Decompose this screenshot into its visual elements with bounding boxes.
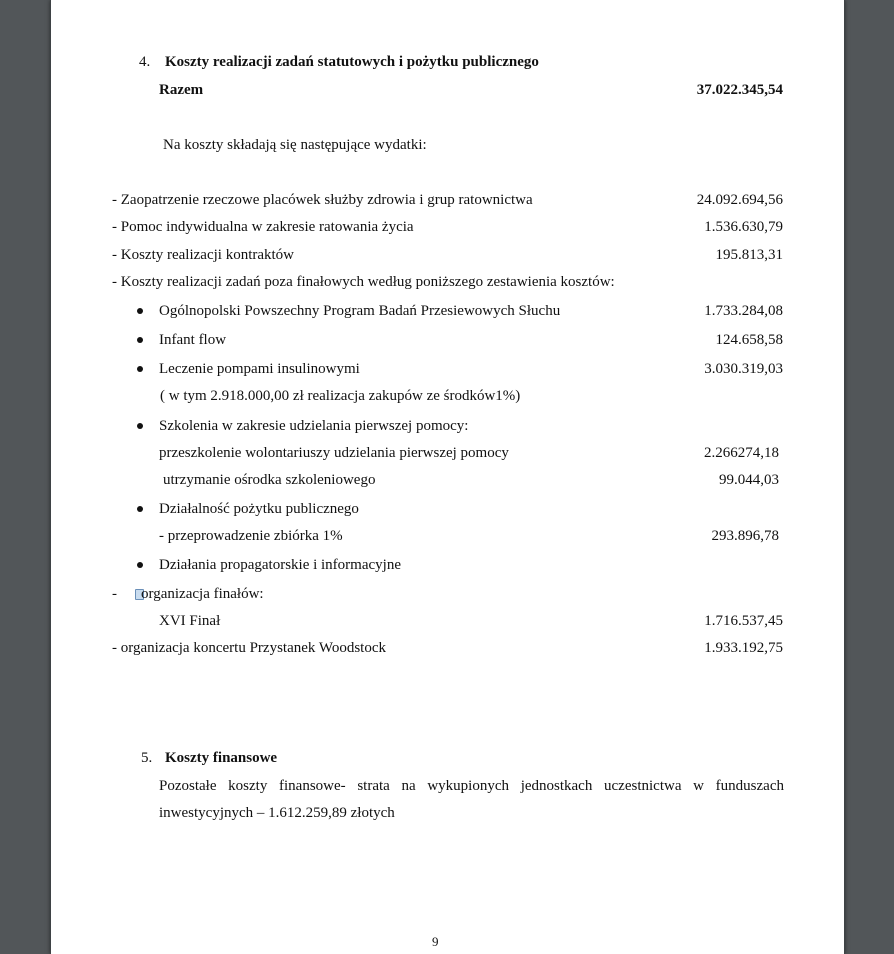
bullet-item-label: Działalność pożytku publicznego: [159, 501, 359, 517]
section-4-title: Koszty realizacji zadań statutowych i pożytku publicznego: [165, 54, 539, 70]
bullet-item-label: Ogólnopolski Powszechny Program Badań Przesiewowych Słuchu: [159, 303, 561, 319]
bullet-item-value: 3.030.319,03: [704, 361, 783, 377]
bullet-item-label: Szkolenia w zakresie udzielania pierwszej pomocy:: [159, 418, 469, 434]
document-page: [50, 0, 845, 954]
section-5-paragraph-line: Pozostałe koszty finansowe- strata na wykupionych jednostkach uczestnictwa w funduszach: [159, 778, 784, 794]
section-5-number: 5.: [141, 750, 153, 766]
sub-item-value: 99.044,03: [719, 472, 779, 488]
finals-sub-value: 1.716.537,45: [704, 613, 783, 629]
expense-item-value: 1.536.630,79: [704, 219, 783, 235]
total-value: 37.022.345,54: [696, 82, 783, 98]
intro-text: Na koszty składają się następujące wydatki:: [163, 137, 427, 153]
bullet-icon: [137, 366, 143, 372]
concert-label: - organizacja koncertu Przystanek Woodstock: [112, 640, 386, 656]
bullet-icon: [137, 337, 143, 343]
finals-sub-label: XVI Finał: [159, 613, 221, 629]
total-label: Razem: [159, 82, 204, 98]
concert-value: 1.933.192,75: [704, 640, 783, 656]
bullet-item-label: Leczenie pompami insulinowymi: [159, 361, 360, 377]
expense-item-label: - Pomoc indywidualna w zakresie ratowania życia: [112, 219, 414, 235]
bullet-icon: [137, 423, 143, 429]
finals-dash: -: [112, 586, 117, 602]
bullet-icon: [137, 506, 143, 512]
expense-item-label: - Koszty realizacji zadań poza finałowych według poniższego zestawienia kosztów:: [112, 274, 615, 290]
bullet-icon: [137, 562, 143, 568]
expense-item-label: - Zaopatrzenie rzeczowe placówek służby zdrowia i grup ratownictwa: [112, 192, 533, 208]
bullet-item-label: Działania propagatorskie i informacyjne: [159, 557, 401, 573]
sub-item-label: - przeprowadzenie zbiórka 1%: [159, 528, 343, 544]
section-4-number: 4.: [139, 54, 151, 70]
sub-item-label: utrzymanie ośrodka szkoleniowego: [163, 472, 376, 488]
page-number: 9: [432, 934, 439, 949]
bullet-item-note: ( w tym 2.918.000,00 zł realizacja zakupów ze środków1%): [160, 388, 521, 404]
finals-label: organizacja finałów:: [141, 586, 264, 602]
sub-item-label: przeszkolenie wolontariuszy udzielania pierwszej pomocy: [159, 445, 509, 461]
expense-item-label: - Koszty realizacji kontraktów: [112, 247, 295, 263]
section-5-paragraph-line: inwestycyjnych – 1.612.259,89 złotych: [159, 805, 395, 821]
section-5-title: Koszty finansowe: [165, 750, 278, 766]
bullet-icon: [137, 308, 143, 314]
expense-item-value: 24.092.694,56: [696, 192, 783, 208]
bullet-item-label: Infant flow: [159, 332, 227, 348]
bullet-item-value: 1.733.284,08: [704, 303, 783, 319]
bullet-item-value: 124.658,58: [715, 332, 783, 348]
expense-item-value: 195.813,31: [715, 247, 783, 263]
sub-item-value: 2.266274,18: [704, 445, 779, 461]
sub-item-value: 293.896,78: [711, 528, 779, 544]
